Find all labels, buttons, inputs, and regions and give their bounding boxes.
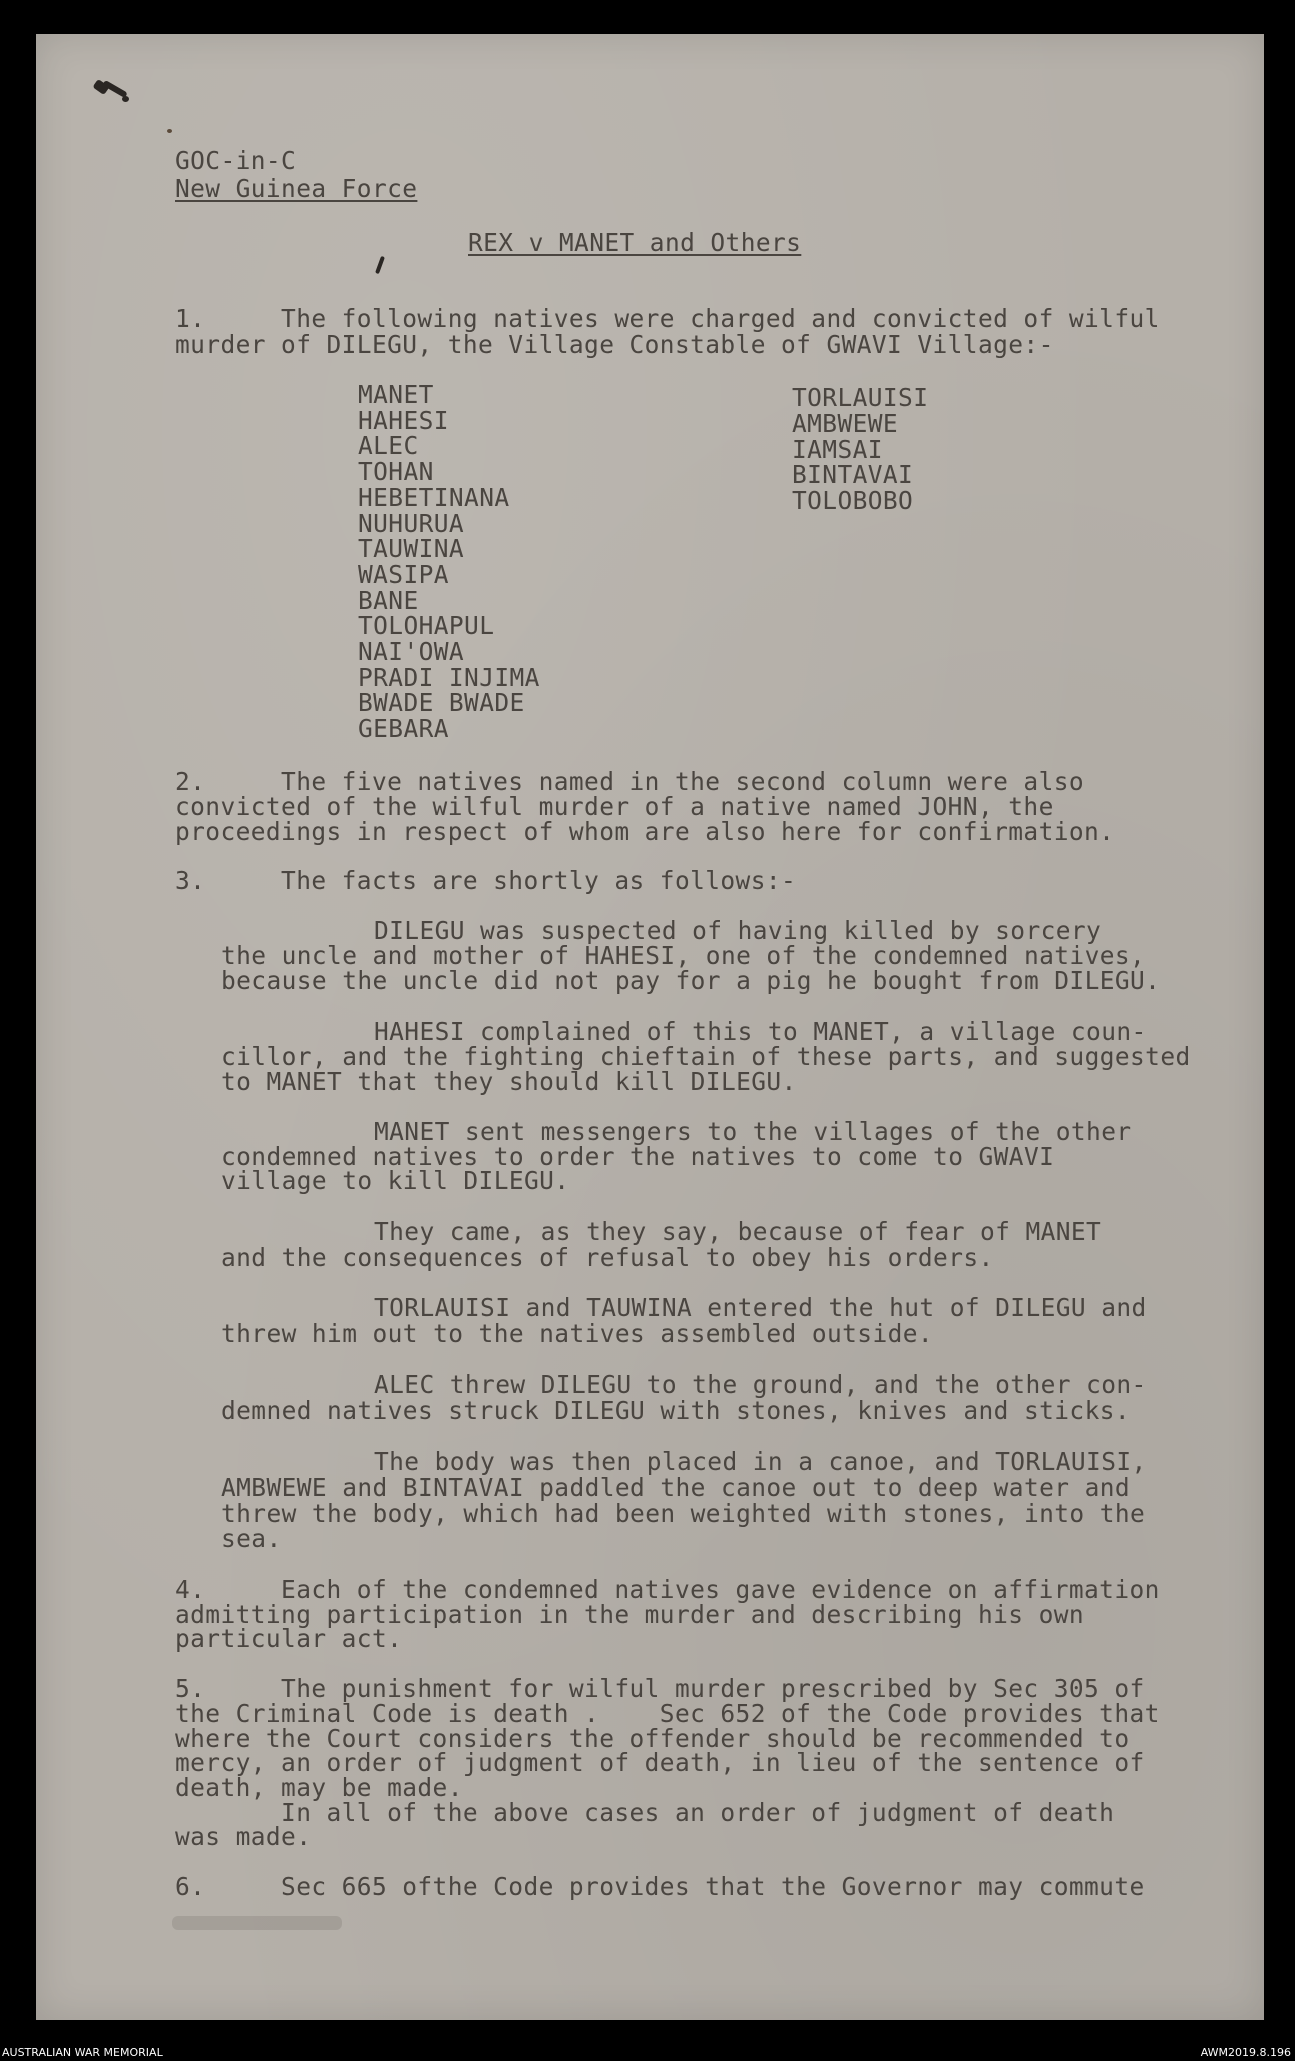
fact7-line: The body was then placed in a canoe, and TORLAUISI,: [374, 1447, 1147, 1476]
name-column-1-item: NUHURUA: [358, 509, 465, 538]
fact6-line: demned natives struck DILEGU with stones, knives and sticks.: [221, 1396, 1131, 1425]
fact2-line: HAHESI complained of this to MANET, a village coun-: [374, 1017, 1147, 1046]
fact1-line: DILEGU was suspected of having killed by sorcery: [374, 916, 1102, 945]
header-line-2: New Guinea Force: [175, 174, 418, 203]
para1-line-1: 1. The following natives were charged and convicted of wilful: [175, 304, 1160, 333]
name-column-2-item: TORLAUISI: [792, 383, 929, 412]
para4-line: admitting participation in the murder and describing his own: [175, 1600, 1085, 1629]
fact5-line: TORLAUISI and TAUWINA entered the hut of DILEGU and: [374, 1293, 1147, 1322]
fact3-line: MANET sent messengers to the villages of the other: [374, 1117, 1132, 1146]
fact2-line: to MANET that they should kill DILEGU.: [221, 1067, 797, 1096]
para1-line-2: murder of DILEGU, the Village Constable of GWAVI Village:-: [175, 330, 1054, 359]
name-column-1-item: WASIPA: [358, 560, 449, 589]
para5-line: was made.: [175, 1822, 312, 1851]
fact3-line: village to kill DILEGU.: [221, 1166, 570, 1195]
header-line-1: GOC-in-C: [175, 146, 297, 175]
fact2-line: cillor, and the fighting chieftain of these parts, and suggested: [221, 1042, 1191, 1071]
name-column-1-item: TOHAN: [358, 457, 434, 486]
name-column-1-item: GEBARA: [358, 714, 449, 743]
para2-line-3: proceedings in respect of whom are also here for confirmation.: [175, 817, 1115, 846]
ink-smudge: [172, 1916, 342, 1930]
fact3-line: condemned natives to order the natives to come to GWAVI: [221, 1142, 1055, 1171]
para5-line: In all of the above cases an order of judgment of death: [175, 1798, 1115, 1827]
name-column-1-item: BWADE BWADE: [358, 688, 525, 717]
name-column-2-item: BINTAVAI: [792, 460, 914, 489]
para5-line: the Criminal Code is death . Sec 652 of the Code provides that: [175, 1699, 1160, 1728]
para5-line: mercy, an order of judgment of death, in lieu of the sentence of: [175, 1748, 1145, 1777]
name-column-2-item: IAMSAI: [792, 435, 883, 464]
fact4-line: and the consequences of refusal to obey his orders.: [221, 1243, 994, 1272]
para5-line: 5. The punishment for wilful murder prescribed by Sec 305 of: [175, 1674, 1145, 1703]
fact6-line: ALEC threw DILEGU to the ground, and the other con-: [374, 1370, 1147, 1399]
name-column-1-item: TOLOHAPUL: [358, 611, 495, 640]
para5-line: death, may be made.: [175, 1773, 463, 1802]
name-column-1-item: PRADI INJIMA: [358, 663, 540, 692]
para3-line-1: 3. The facts are shortly as follows:-: [175, 866, 797, 895]
fact1-line: because the uncle did not pay for a pig he bought from DILEGU.: [221, 966, 1161, 995]
name-column-1-item: HEBETINANA: [358, 483, 510, 512]
para6-line: 6. Sec 665 ofthe Code provides that the Governor may commute: [175, 1872, 1145, 1901]
name-column-2-item: AMBWEWE: [792, 409, 899, 438]
document-page: [36, 34, 1264, 2020]
name-column-1-item: ALEC: [358, 431, 419, 460]
fact7-line: sea.: [221, 1524, 282, 1553]
name-column-1-item: MANET: [358, 380, 434, 409]
fact1-line: the uncle and mother of HAHESI, one of the condemned natives,: [221, 941, 1146, 970]
para2-line-2: convicted of the wilful murder of a native named JOHN, the: [175, 792, 1054, 821]
fact7-line: AMBWEWE and BINTAVAI paddled the canoe out to deep water and: [221, 1473, 1131, 1502]
fact7-line: threw the body, which had been weighted with stones, into the: [221, 1499, 1146, 1528]
name-column-1-item: HAHESI: [358, 406, 449, 435]
name-column-1-item: TAUWINA: [358, 534, 465, 563]
fact4-line: They came, as they say, because of fear of MANET: [374, 1217, 1102, 1246]
name-column-1-item: BANE: [358, 586, 419, 615]
name-column-1-item: NAI'OWA: [358, 637, 465, 666]
para4-line: particular act.: [175, 1624, 403, 1653]
ink-mark: [167, 129, 172, 133]
footer-archive-id: AWM2019.8.196: [1200, 2046, 1291, 2059]
footer-archive-label: AUSTRALIAN WAR MEMORIAL: [2, 2046, 163, 2059]
fact5-line: threw him out to the natives assembled outside.: [221, 1319, 934, 1348]
ink-mark: [375, 256, 385, 274]
document-title: REX v MANET and Others: [468, 228, 802, 257]
para5-line: where the Court considers the offender should be recommended to: [175, 1724, 1130, 1753]
ink-mark: [122, 96, 129, 102]
para4-line: 4. Each of the condemned natives gave evidence on affirmation: [175, 1575, 1160, 1604]
para2-line-1: 2. The five natives named in the second column were also: [175, 767, 1085, 796]
name-column-2-item: TOLOBOBO: [792, 486, 914, 515]
